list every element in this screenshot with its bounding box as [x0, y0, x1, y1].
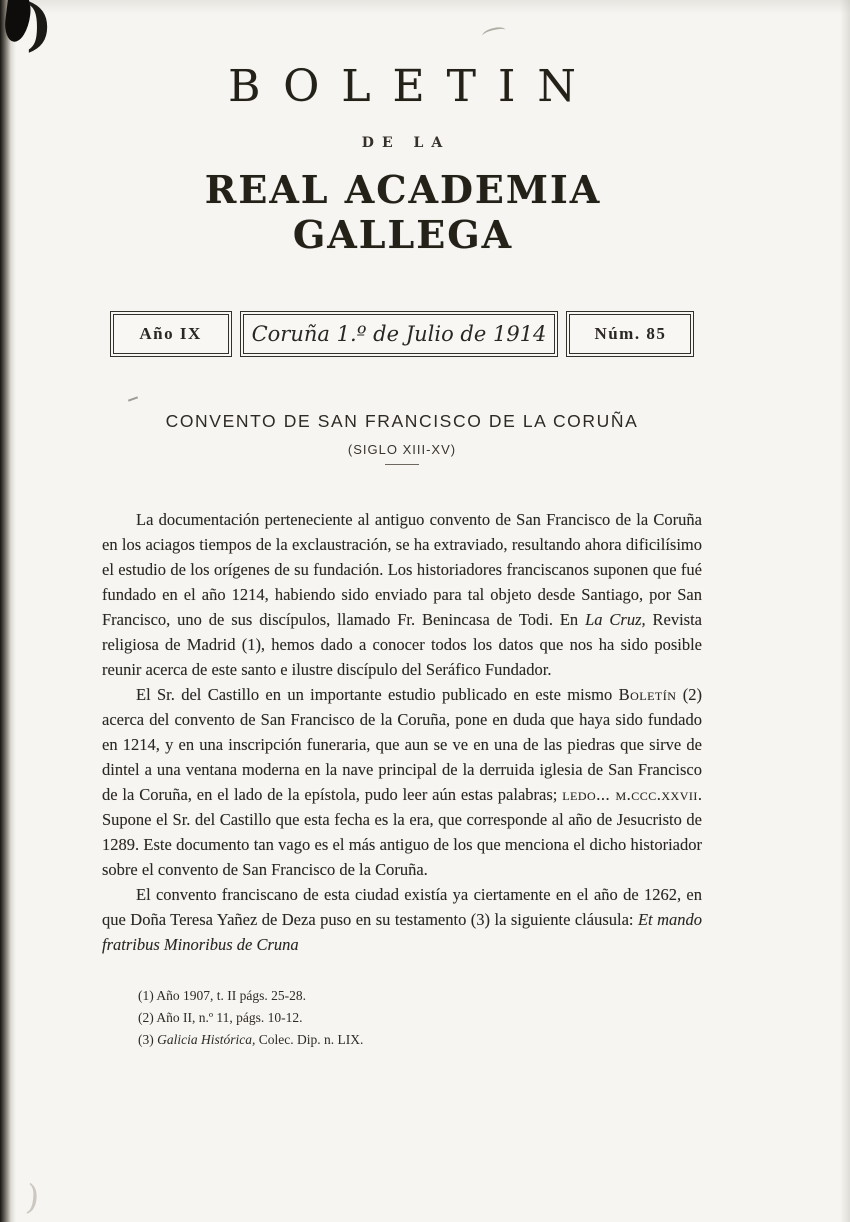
text-run: (1) Año 1907, t. II págs. 25-28.: [138, 987, 306, 1003]
article-subtitle: (SIGLO XIII-XV): [347, 441, 457, 457]
footnote: [138, 1029, 702, 1051]
article-title: CONVENTO DE SAN FRANCISCO DE LA CORUÑA: [165, 410, 639, 431]
journal-organization: REAL ACADEMIA GALLEGA: [204, 166, 602, 257]
text-run: El convento franciscano de esta ciudad existía ya ciertamente en el año de 1262, en que Doña Teresa Yañez de Deza puso en su testamento (3) la siguiente cláusula:: [102, 884, 702, 929]
footnote: [138, 985, 702, 1007]
article: [102, 411, 702, 1051]
paragraph: [102, 882, 702, 957]
paragraph: [102, 507, 702, 682]
text-run: Galicia Histórica,: [157, 1031, 256, 1047]
issue-number: Núm. 85: [566, 311, 694, 357]
issue-date: Coruña 1.º de Julio de 1914: [240, 311, 559, 357]
text-run: . Supone el Sr. del Castillo que esta fecha es la era, que corresponde al año de Jesucristo de 1289. Este documento tan vago es el más antiguo de los que menciona el dicho historiador sobre el convento de San Francisco de la Coruña.: [102, 784, 702, 879]
text-run: (3): [138, 1031, 158, 1047]
subtitle-divider: [385, 464, 419, 465]
masthead: [102, 62, 702, 257]
page-content: [102, 0, 702, 1051]
text-run: Boletín: [618, 684, 677, 704]
footnote: [138, 1007, 702, 1029]
scan-binding-mark: ): [26, 0, 53, 58]
journal-title: BOLETIN: [228, 61, 598, 112]
scan-smudge-bottom: ): [23, 1177, 42, 1219]
footnotes: [102, 985, 702, 1051]
paragraph: [102, 682, 702, 882]
text-run: La Cruz,: [585, 609, 646, 629]
journal-subtitle: DE LA: [361, 134, 451, 151]
issue-year: Año IX: [110, 311, 232, 357]
text-run: (2) Año II, n.º 11, págs. 10-12.: [138, 1009, 303, 1025]
issue-bar: [102, 311, 702, 357]
article-paragraphs: [102, 507, 702, 957]
text-run: ledo... m.ccc.xxvii: [562, 784, 698, 804]
text-run: El Sr. del Castillo en un importante estudio publicado en este mismo: [136, 684, 619, 704]
text-run: (2) acerca del convento de San Francisco de la Coruña, pone en duda que haya sido fundado en 1214, y en una inscripción funeraria, que aun se ve en una de las piedras que sirve de dintel a una ventana moderna en la nave principal de la derruida iglesia de San Francisco de la Coruña, en el lado de la epístola, pudo leer aún estas palabras;: [102, 684, 702, 804]
article-head: [102, 411, 702, 465]
text-run: Revista religiosa de Madrid (1), hemos dado a conocer todos los datos que nos ha sido posible reunir acerca de este santo e ilustre discípulo del Seráfico Fundador.: [102, 609, 703, 679]
text-run: La documentación perteneciente al antiguo convento de San Francisco de la Coruña en los aciagos tiempos de la exclaustración, se ha extraviado, resultando ahora dificilísimo el estudio de los orígenes de su fundación. Los historiadores franciscanos suponen que fué fundado en el año 1214, habiendo sido enviado para tal objeto desde Santiago, por San Francisco, uno de sus discípulos, llamado Fr. Benincasa de Todi. En: [102, 509, 702, 629]
text-run: Colec. Dip. n. LIX.: [255, 1031, 364, 1047]
text-run: Et mando fratribus Minoribus de Cruna: [102, 909, 702, 954]
